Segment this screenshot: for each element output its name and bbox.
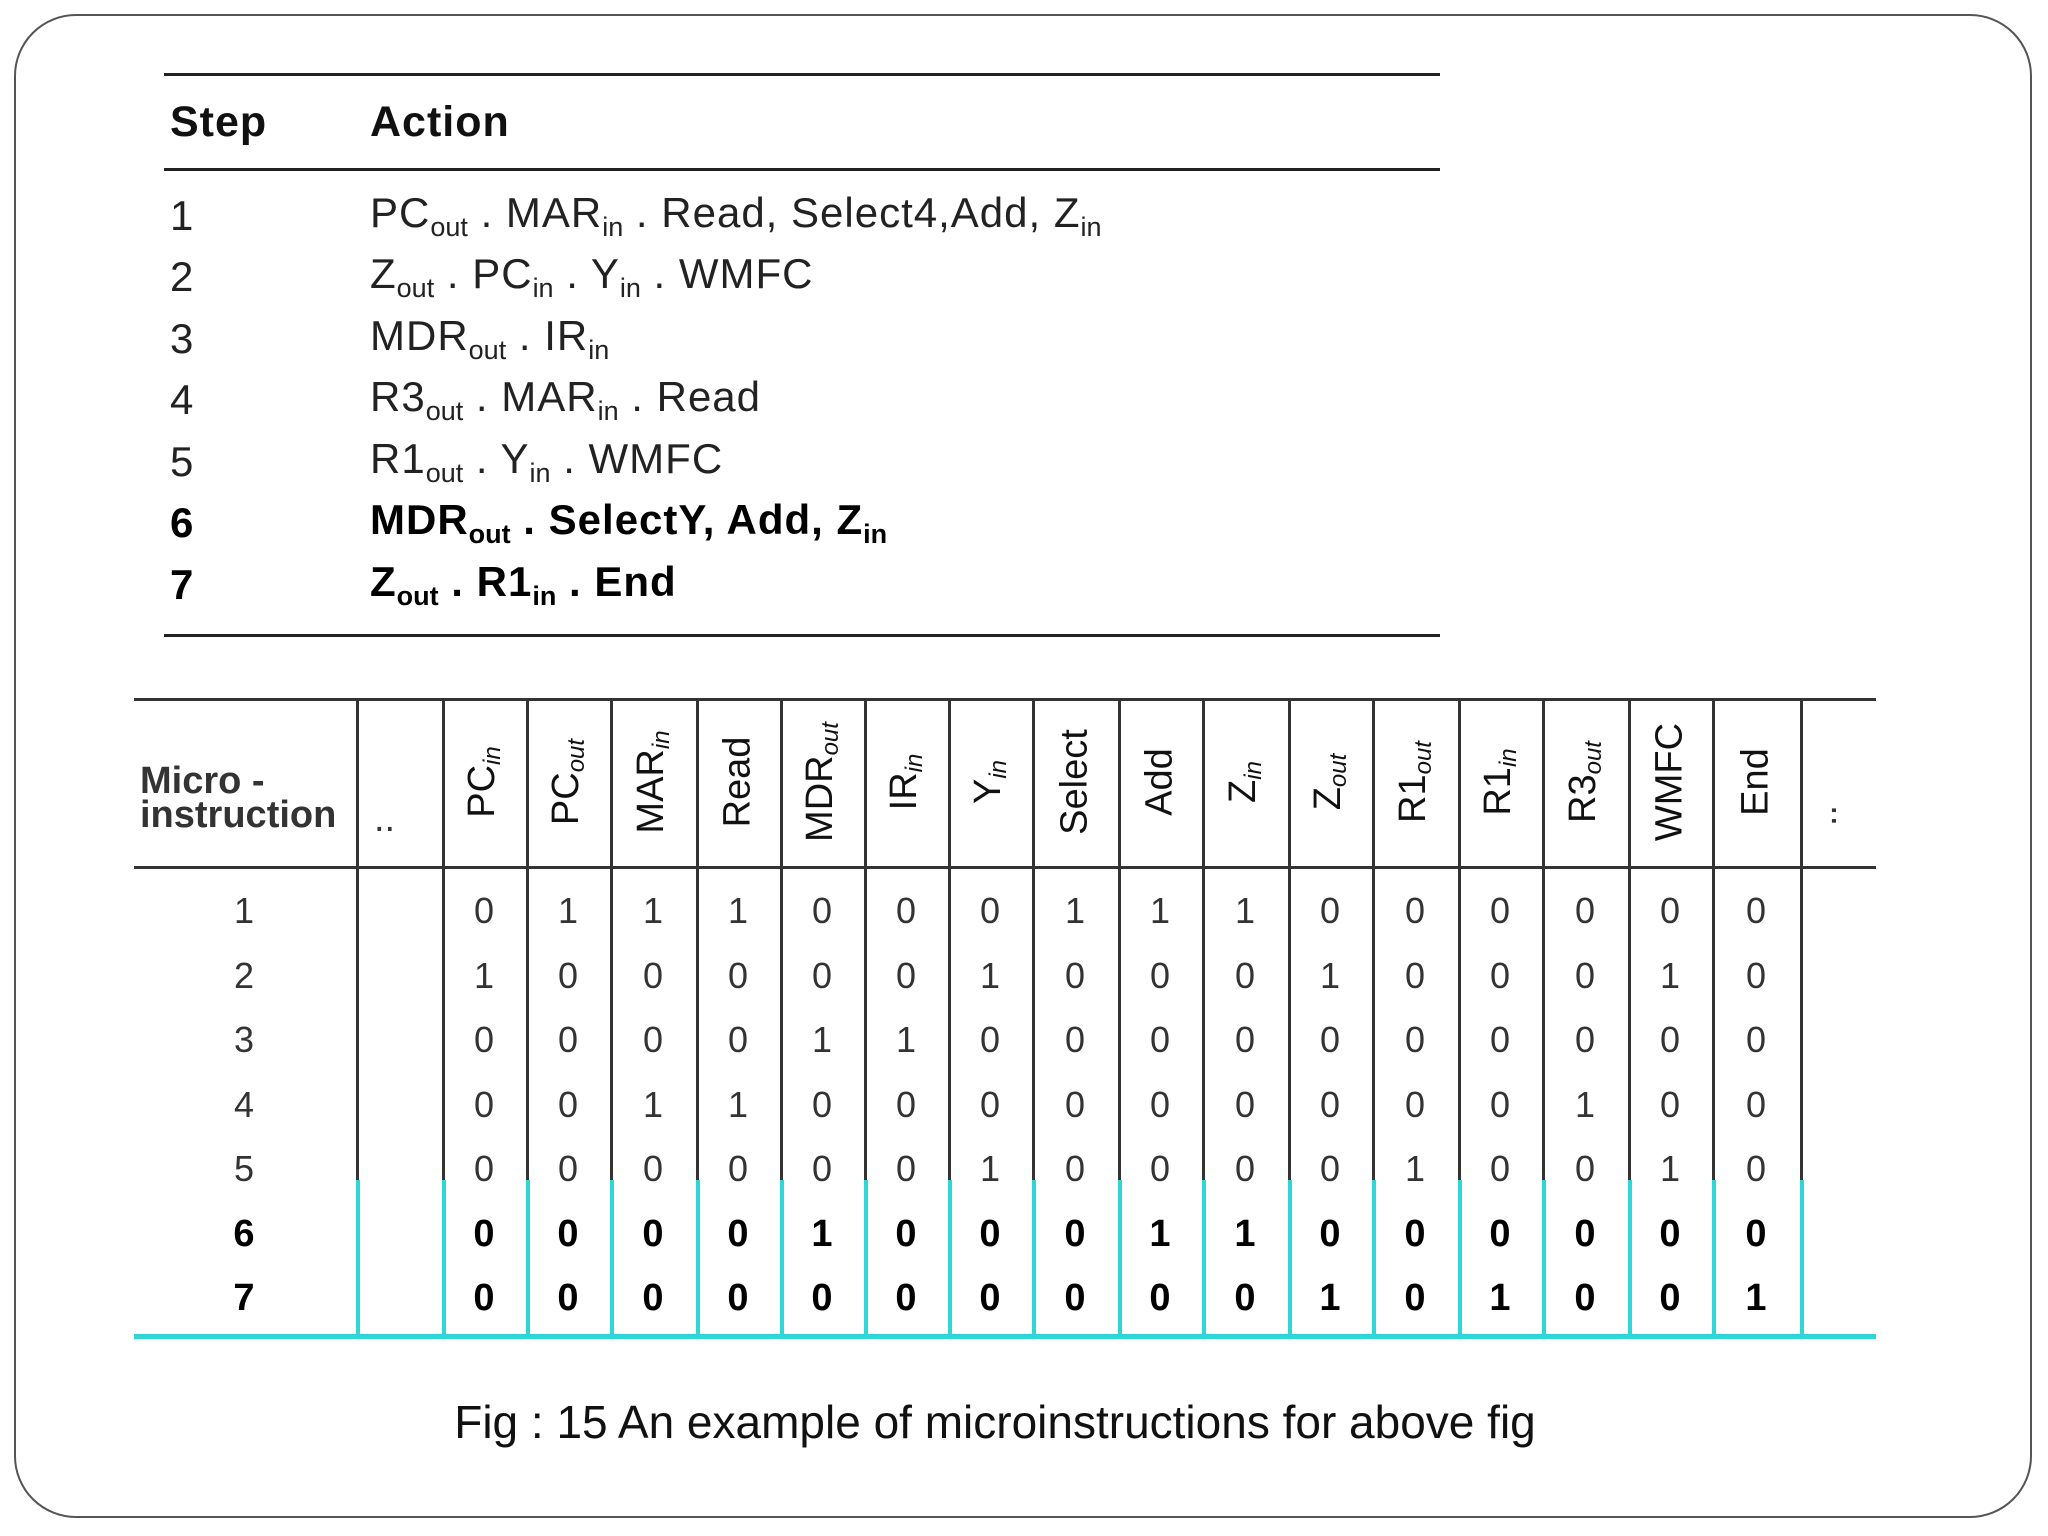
highlight-divider — [1628, 1180, 1632, 1334]
step-action: $MDR_{out}$ . $IR_{in}$ — [370, 311, 610, 365]
control-bit-cell: 0 — [1234, 1277, 1256, 1319]
control-bit-cell: 1 — [1489, 1277, 1511, 1319]
signal-subscript: in — [532, 273, 554, 304]
control-bit-cell: 0 — [1404, 1083, 1426, 1125]
control-bit-cell: 0 — [1234, 1083, 1256, 1125]
control-bit-cell: 0 — [1489, 954, 1511, 996]
control-bit-cell: 0 — [1659, 1083, 1681, 1125]
signal-subscript: in — [985, 759, 1012, 779]
highlight-divider — [696, 1180, 700, 1334]
signal-subscript: out — [430, 211, 468, 242]
control-bit-cell: 0 — [1234, 954, 1256, 996]
control-bit-cell: 0 — [895, 1148, 917, 1189]
control-bit-cell: 0 — [1319, 1083, 1341, 1125]
signal-label: WMFC — [1648, 722, 1691, 842]
control-bit-cell: 1 — [1404, 1148, 1426, 1189]
control-bit-cell: 0 — [1659, 890, 1681, 931]
microinstruction-number: 5 — [233, 1148, 255, 1189]
signal-subscript: out — [396, 273, 435, 304]
control-bit-cell: 1 — [642, 890, 664, 931]
control-bit-cell: 0 — [1489, 1083, 1511, 1125]
signal-subscript: out — [1325, 753, 1352, 788]
control-bit-cell: 0 — [895, 1277, 917, 1319]
control-bit-cell: 0 — [811, 954, 833, 996]
control-bit-cell: 0 — [557, 1212, 579, 1255]
control-bit-cell: 0 — [1319, 1148, 1341, 1189]
step-row — [164, 370, 1440, 432]
control-bit-cell: 0 — [811, 1148, 833, 1189]
highlight-divider — [1800, 1180, 1804, 1334]
control-bit-cell: 0 — [1064, 954, 1086, 996]
highlight-divider — [1712, 1180, 1716, 1334]
control-bit-cell: 0 — [895, 954, 917, 996]
signal-subscript: in — [479, 746, 506, 765]
signal-subscript: in — [597, 396, 619, 427]
control-bit-cell: 0 — [895, 1083, 917, 1125]
control-bit-cell: 0 — [642, 1148, 664, 1189]
signal-column-header — [780, 698, 864, 866]
signal-subscript: out — [468, 519, 511, 550]
signal-column-header — [1118, 698, 1202, 866]
highlight-divider — [1118, 1180, 1122, 1334]
highlight-divider — [1032, 1180, 1036, 1334]
control-bit-cell: 0 — [473, 1148, 495, 1189]
control-bit-cell: 0 — [1149, 954, 1171, 996]
control-bit-cell: 0 — [1574, 1212, 1596, 1255]
control-bit-cell: 0 — [979, 890, 1001, 931]
step-number: 1 — [170, 191, 195, 239]
control-bit-cell: 0 — [473, 1277, 495, 1319]
figure-caption: Fig : 15 An example of microinstructions for above fig — [454, 1396, 1536, 1448]
control-bit-cell: 1 — [1659, 954, 1681, 996]
control-bit-cell: 0 — [1064, 1212, 1086, 1255]
control-bit-cell: 0 — [1404, 1019, 1426, 1060]
signal-subscript: in — [648, 730, 675, 750]
signal-subscript: out — [425, 457, 464, 488]
highlight-divider — [1288, 1180, 1292, 1334]
control-bit-cell: 0 — [1404, 1277, 1426, 1319]
microinstruction-number: 3 — [233, 1019, 255, 1060]
highlight-divider — [1202, 1180, 1206, 1334]
micro-bottom-rule — [134, 1334, 1876, 1339]
step-action: $R1_{out}$ . $Y_{in}$ . WMFC — [370, 434, 724, 488]
signal-subscript: in — [1495, 748, 1522, 768]
control-bit-cell: 0 — [1319, 1212, 1341, 1255]
microinstruction-header-line1: Micro - — [140, 760, 265, 802]
signal-column-header — [1542, 698, 1628, 866]
control-bit-cell: 0 — [557, 1019, 579, 1060]
control-bit-cell: 0 — [727, 1277, 749, 1319]
control-bit-cell: 0 — [1745, 890, 1767, 931]
control-bit-cell: 0 — [1489, 1019, 1511, 1060]
signal-subscript: in — [1240, 761, 1267, 780]
ellipsis-column-header: .. — [374, 798, 396, 840]
control-bit-cell: 0 — [811, 1277, 833, 1319]
signal-subscript: out — [468, 334, 507, 365]
control-bit-cell: 0 — [1064, 1019, 1086, 1060]
control-bit-cell: 0 — [979, 1019, 1001, 1060]
control-bit-cell: 1 — [1234, 1212, 1256, 1255]
signal-subscript: in — [619, 273, 641, 304]
step-action-table — [164, 73, 1440, 637]
signal-subscript: out — [425, 396, 464, 427]
signal-label: $MDR_{out}$ — [799, 722, 844, 842]
signal-label: $IR_{in}$ — [883, 753, 928, 811]
step-row — [164, 308, 1440, 370]
signal-label: $R1_{out}$ — [1392, 741, 1437, 823]
signal-column-header — [1032, 698, 1118, 866]
control-bit-cell: 0 — [1659, 1019, 1681, 1060]
signal-column-header — [696, 698, 780, 866]
microinstruction-number: 1 — [233, 890, 255, 931]
micro-header-rule — [134, 866, 1876, 869]
step-number: 3 — [170, 314, 195, 362]
signal-subscript: in — [1080, 211, 1102, 242]
step-action: $R3_{out}$ . $MAR_{in}$ . Read — [370, 373, 762, 427]
highlight-divider — [864, 1180, 868, 1334]
control-bit-cell: 1 — [979, 954, 1001, 996]
step-row — [164, 493, 1440, 555]
step-table-body — [164, 171, 1440, 634]
highlight-divider — [442, 1180, 446, 1334]
control-bit-cell: 0 — [1234, 1148, 1256, 1189]
step-action: $MDR_{out}$ . SelectY, Add, $Z_{in}$ — [370, 496, 888, 550]
control-bit-cell: 0 — [979, 1277, 1001, 1319]
signal-label: $R3_{out}$ — [1562, 741, 1607, 823]
signal-label: $R1_{in}$ — [1477, 748, 1522, 816]
step-row — [164, 247, 1440, 309]
signal-subscript: out — [563, 738, 590, 773]
column-divider — [356, 698, 359, 1334]
signal-subscript: in — [863, 519, 888, 550]
control-bit-cell: 1 — [557, 890, 579, 931]
microinstruction-header-line2: instruction — [140, 794, 337, 836]
control-bit-cell: 0 — [979, 1212, 1001, 1255]
table-bottom-rule — [164, 634, 1440, 637]
microinstruction-number: 4 — [233, 1083, 255, 1125]
control-bit-cell: 0 — [1574, 1019, 1596, 1060]
signal-column-header — [1712, 698, 1800, 866]
control-bit-cell: 0 — [557, 1277, 579, 1319]
highlight-divider — [948, 1180, 952, 1334]
signal-column-header — [948, 698, 1032, 866]
control-bit-cell: 0 — [727, 1212, 749, 1255]
control-bit-cell: 0 — [1745, 1212, 1767, 1255]
signal-label: $Z_{out}$ — [1307, 753, 1352, 811]
signal-column-header — [526, 698, 610, 866]
control-bit-cell: 0 — [1404, 890, 1426, 931]
signal-subscript: out — [1410, 741, 1437, 775]
control-bit-cell: 0 — [1745, 1083, 1767, 1125]
control-bit-cell: 0 — [1574, 890, 1596, 931]
step-header: Step — [170, 97, 268, 146]
microinstruction-number: 2 — [233, 954, 255, 996]
control-bit-cell: 0 — [1489, 890, 1511, 931]
control-bit-cell: 0 — [895, 1212, 917, 1255]
step-action: $Z_{out}$ . $PC_{in}$ . $Y_{in}$ . WMFC — [370, 250, 814, 304]
signal-label: End — [1734, 748, 1777, 816]
microinstruction-number: 6 — [233, 1212, 255, 1255]
control-bit-cell: 1 — [1149, 890, 1171, 931]
signal-subscript: in — [602, 211, 624, 242]
highlight-divider — [780, 1180, 784, 1334]
signal-column-header — [1372, 698, 1458, 866]
signal-column-header — [1458, 698, 1542, 866]
highlight-divider — [1458, 1180, 1462, 1334]
action-header: Action — [370, 97, 510, 146]
control-bit-cell: 0 — [473, 1019, 495, 1060]
control-bit-cell: 0 — [811, 890, 833, 931]
signal-label: Select — [1053, 729, 1096, 835]
signal-label: $PC_{out}$ — [545, 738, 590, 826]
microinstruction-number: 7 — [233, 1277, 255, 1319]
control-bit-cell: 0 — [642, 954, 664, 996]
control-bit-cell: 0 — [1064, 1083, 1086, 1125]
highlight-divider — [1542, 1180, 1546, 1334]
control-bit-cell: 1 — [811, 1019, 833, 1060]
control-bit-cell: 0 — [642, 1019, 664, 1060]
control-bit-cell: 0 — [1659, 1277, 1681, 1319]
control-bit-cell: 0 — [1234, 1019, 1256, 1060]
signal-label: $MAR_{in}$ — [630, 730, 675, 834]
signal-label: Add — [1138, 748, 1181, 816]
control-bit-cell: 0 — [1745, 1019, 1767, 1060]
control-bit-cell: 0 — [727, 954, 749, 996]
control-bit-cell: 0 — [811, 1083, 833, 1125]
control-bit-cell: 0 — [642, 1277, 664, 1319]
control-bit-cell: 1 — [1234, 890, 1256, 931]
signal-subscript: out — [1580, 741, 1607, 775]
control-bit-cell: 0 — [727, 1148, 749, 1189]
control-bit-cell: 0 — [473, 890, 495, 931]
control-bit-cell: 1 — [1064, 890, 1086, 931]
control-bit-cell: 0 — [1745, 954, 1767, 996]
highlight-divider — [356, 1180, 360, 1334]
control-bit-cell: 0 — [1745, 1148, 1767, 1189]
control-bit-cell: 0 — [557, 1083, 579, 1125]
microinstruction-header — [140, 760, 337, 836]
control-bit-cell: 1 — [727, 1083, 749, 1125]
signal-column-header — [1202, 698, 1288, 866]
control-bit-cell: 0 — [642, 1212, 664, 1255]
control-bit-cell: 0 — [1149, 1277, 1171, 1319]
signal-label: Read — [716, 736, 759, 828]
control-bit-cell: 1 — [811, 1212, 833, 1255]
signal-label: $PC_{in}$ — [461, 746, 506, 818]
control-bit-cell: 1 — [1574, 1083, 1596, 1125]
step-number: 6 — [170, 499, 195, 547]
step-number: 7 — [170, 560, 195, 608]
signal-column-header — [610, 698, 696, 866]
signal-subscript: in — [901, 753, 928, 773]
control-bit-cell: 1 — [1319, 1277, 1341, 1319]
control-bit-cell: 0 — [1489, 1212, 1511, 1255]
step-row — [164, 431, 1440, 493]
control-bit-cell: 0 — [895, 890, 917, 931]
control-bit-cell: 0 — [1319, 1019, 1341, 1060]
signal-label: $Z_{in}$ — [1222, 761, 1267, 803]
control-bit-cell: 0 — [1149, 1148, 1171, 1189]
signal-subscript: in — [588, 334, 610, 365]
highlight-divider — [610, 1180, 614, 1334]
control-bit-cell: 0 — [1659, 1212, 1681, 1255]
control-bit-cell: 1 — [1319, 954, 1341, 996]
control-bit-cell: 0 — [1064, 1277, 1086, 1319]
control-bit-cell: 0 — [1574, 1277, 1596, 1319]
column-divider — [1800, 698, 1803, 1334]
control-bit-cell: 0 — [1404, 954, 1426, 996]
signal-label: $Y_{in}$ — [967, 759, 1012, 805]
step-table-header — [164, 76, 1440, 168]
control-bit-cell: 1 — [1745, 1277, 1767, 1319]
ellipsis-end-header: .. — [1803, 804, 1846, 827]
signal-column-header — [1628, 698, 1712, 866]
control-bit-cell: 1 — [642, 1083, 664, 1125]
step-number: 4 — [170, 376, 195, 424]
step-number: 2 — [170, 253, 195, 301]
control-bit-cell: 0 — [1149, 1083, 1171, 1125]
control-bit-cell: 0 — [1149, 1019, 1171, 1060]
signal-subscript: out — [817, 722, 844, 756]
control-bit-cell: 1 — [895, 1019, 917, 1060]
step-row — [164, 554, 1440, 616]
control-bit-cell: 0 — [1319, 890, 1341, 931]
control-bit-cell: 0 — [557, 954, 579, 996]
control-bit-cell: 1 — [1149, 1212, 1171, 1255]
control-bit-cell: 0 — [979, 1083, 1001, 1125]
highlight-divider — [526, 1180, 530, 1334]
signal-column-header — [1288, 698, 1372, 866]
signal-subscript: in — [532, 580, 557, 611]
control-bit-cell: 1 — [1659, 1148, 1681, 1189]
control-bit-cell: 0 — [557, 1148, 579, 1189]
control-bit-cell: 0 — [1064, 1148, 1086, 1189]
control-bit-cell: 0 — [1574, 954, 1596, 996]
control-bit-cell: 0 — [727, 1019, 749, 1060]
signal-subscript: out — [396, 580, 439, 611]
step-row — [164, 185, 1440, 247]
control-bit-cell: 1 — [473, 954, 495, 996]
microinstruction-table — [134, 698, 1876, 1340]
signal-column-header — [442, 698, 526, 866]
control-bit-cell: 0 — [1574, 1148, 1596, 1189]
control-bit-cell: 0 — [1404, 1212, 1426, 1255]
step-action: $Z_{out}$ . $R1_{in}$ . End — [370, 557, 677, 611]
control-bit-cell: 1 — [727, 890, 749, 931]
control-bit-cell: 0 — [473, 1083, 495, 1125]
signal-column-header — [864, 698, 948, 866]
control-bit-cell: 1 — [979, 1148, 1001, 1189]
highlight-divider — [1372, 1180, 1376, 1334]
step-action: $PC_{out}$ . $MAR_{in}$ . Read, Select4,Add, $Z_{in}$ — [370, 188, 1102, 242]
signal-subscript: in — [529, 457, 551, 488]
control-bit-cell: 0 — [1489, 1148, 1511, 1189]
step-number: 5 — [170, 437, 195, 485]
control-bit-cell: 0 — [473, 1212, 495, 1255]
